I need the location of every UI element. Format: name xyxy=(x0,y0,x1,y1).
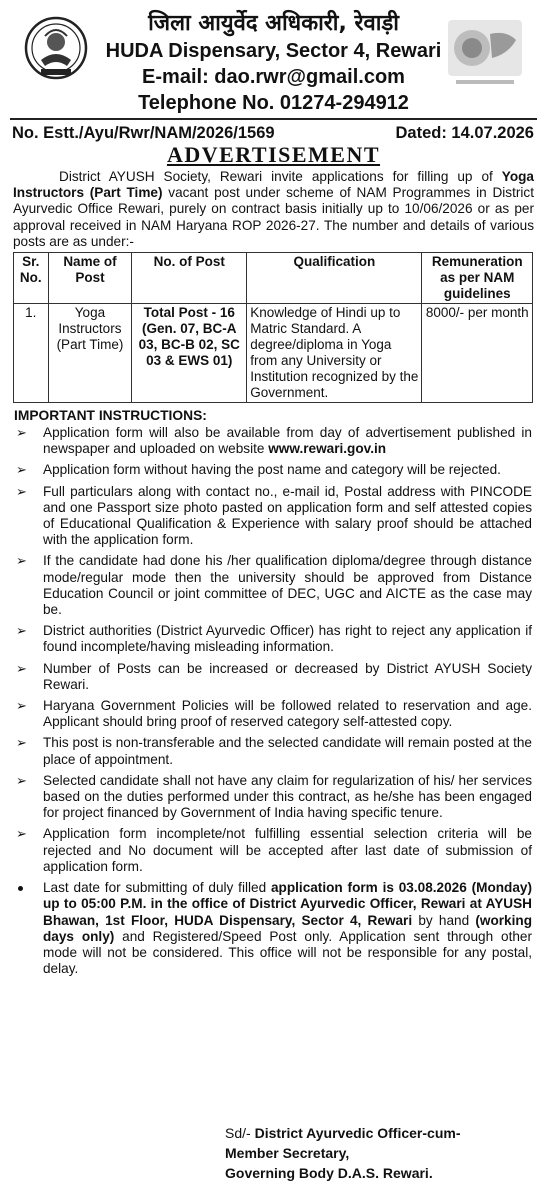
arrow-bullet-icon: ➢ xyxy=(16,660,27,676)
arrow-bullet-icon: ➢ xyxy=(16,462,27,478)
cell-qualification: Knowledge of Hindi up to Matric Standard. A degree/diploma in Yoga from any University or Institution recognized by the Government. xyxy=(247,304,422,403)
instructions-list xyxy=(9,424,538,977)
posts-table xyxy=(13,252,533,403)
office-email: E-mail: dao.rwr@gmail.com xyxy=(142,66,405,88)
intro-paragraph: District AYUSH Society, Rewari invite applications for filling up of Yoga Instructors (Part Time) vacant post under scheme of NAM Programmes in District Ayurvedic Office Rewari, purely on contract basis initially up to 10/06/2026 or as per approval received in NAM Haryana ROP 2026-27. The number and details of various posts are as under:- xyxy=(13,169,534,249)
list-item: ➢ This post is non-transferable and the selected candidate will remain posted at the place of appointment. xyxy=(16,735,532,767)
arrow-bullet-icon: ➢ xyxy=(16,483,27,499)
arrow-bullet-icon: ➢ xyxy=(16,553,27,569)
header-qualification: Qualification xyxy=(247,253,422,304)
arrow-bullet-icon: ➢ xyxy=(16,735,27,751)
signature-block: Sd/- District Ayurvedic Officer-cum- Member Secretary, Governing Body D.A.S. Rewari. xyxy=(225,1125,461,1181)
letterhead-text xyxy=(101,10,446,116)
instructions-title: IMPORTANT INSTRUCTIONS: xyxy=(14,408,207,424)
reference-number: No. Estt./Ayu/Rwr/NAM/2026/1569 xyxy=(12,124,275,142)
header-no-of-post: No. of Post xyxy=(132,253,247,304)
office-address: HUDA Dispensary, Sector 4, Rewari xyxy=(105,40,442,62)
reference-date: Dated: 14.07.2026 xyxy=(395,124,534,142)
anniversary-logo-icon xyxy=(446,10,524,90)
advertisement-heading: ADVERTISEMENT xyxy=(166,142,381,167)
office-phone: Telephone No. 01274-294912 xyxy=(138,92,409,114)
header-remuneration: Remuneration as per NAM guidelines xyxy=(422,253,533,304)
cell-post-name: Yoga Instructors (Part Time) xyxy=(48,304,132,403)
header-name-of-post: Name of Post xyxy=(48,253,132,304)
header-sr-no: Sr. No. xyxy=(14,253,49,304)
list-item-last-date: Last date for submitting of duly filled application form is 03.08.2026 (Monday) up to 05:00 P.M. in the office of District Ayurvedic Officer, Rewari at AYUSH Bhawan, 1st Floor, HUDA Dispensary, Sector 4, Rewari by hand (working days only) and Registered/Speed Post only. Application sent through other mode will not be considered. This office will not be responsible for any postal, delay. xyxy=(15,880,532,977)
cell-remuneration: 8000/- per month xyxy=(422,304,533,403)
arrow-bullet-icon: ➢ xyxy=(16,772,27,788)
signature-body: Governing Body D.A.S. Rewari. xyxy=(225,1165,433,1181)
signature-role: Member Secretary, xyxy=(225,1145,350,1161)
cell-post-count: Total Post - 16 (Gen. 07, BC-A 03, BC-B 02, SC 03 & EWS 01) xyxy=(132,304,247,403)
list-item: ➢ Selected candidate shall not have any claim for regularization of his/ her services based on the duties performed under this contract, as he/she has been engaged for project financed by Government of India having specific tenure. xyxy=(16,772,532,821)
list-item: ➢ Application form without having the post name and category will be rejected. xyxy=(16,462,501,478)
table-header-row xyxy=(14,253,533,304)
list-item: ➢ Number of Posts can be increased or decreased by District AYUSH Society Rewari. xyxy=(16,660,532,692)
reference-line xyxy=(9,120,538,143)
ayush-emblem-icon xyxy=(23,14,89,86)
dot-bullet-icon xyxy=(18,886,23,891)
list-item: ➢ District authorities (District Ayurvedic Officer) has right to reject any application if found incomplete/having misleading information. xyxy=(16,623,532,655)
website-link[interactable]: www.rewari.gov.in xyxy=(268,441,387,457)
list-item: ➢ Full particulars along with contact no., e-mail id, Postal address with PINCODE and one Passport size photo pasted on application form and self attested copies of Educational Qualification & Experience with salary proof should be attached with the application form. xyxy=(16,483,532,548)
letterhead xyxy=(9,0,538,118)
office-title-hindi: जिला आयुर्वेद अधिकारी, रेवाड़ी xyxy=(148,11,399,36)
list-item: ➢ If the candidate had done his /her qualification diploma/degree through distance mode/regular mode then the university should be approved from Distance Education Council or joint committee of DEC, UGC and AICTE as the case may be. xyxy=(16,553,532,618)
arrow-bullet-icon: ➢ xyxy=(16,698,27,714)
cell-sr-no: 1. xyxy=(14,304,49,403)
arrow-bullet-icon: ➢ xyxy=(16,425,27,441)
list-item: ➢ Application form incomplete/not fulfilling essential selection criteria will be rejected and No document will be accepted after last date of submission of application form. xyxy=(16,826,532,874)
table-row xyxy=(14,304,533,403)
arrow-bullet-icon: ➢ xyxy=(16,623,27,639)
list-item: ➢ Haryana Government Policies will be followed related to reservation and age. Applicant should bring proof of reserved category self-attested copy. xyxy=(16,698,532,730)
arrow-bullet-icon: ➢ xyxy=(16,826,27,842)
signature-title: District Ayurvedic Officer-cum- xyxy=(254,1125,461,1141)
list-item: ➢ Application form will also be available from day of advertisement published in newspaper and uploaded on website www.rewari.gov.in xyxy=(16,425,532,457)
